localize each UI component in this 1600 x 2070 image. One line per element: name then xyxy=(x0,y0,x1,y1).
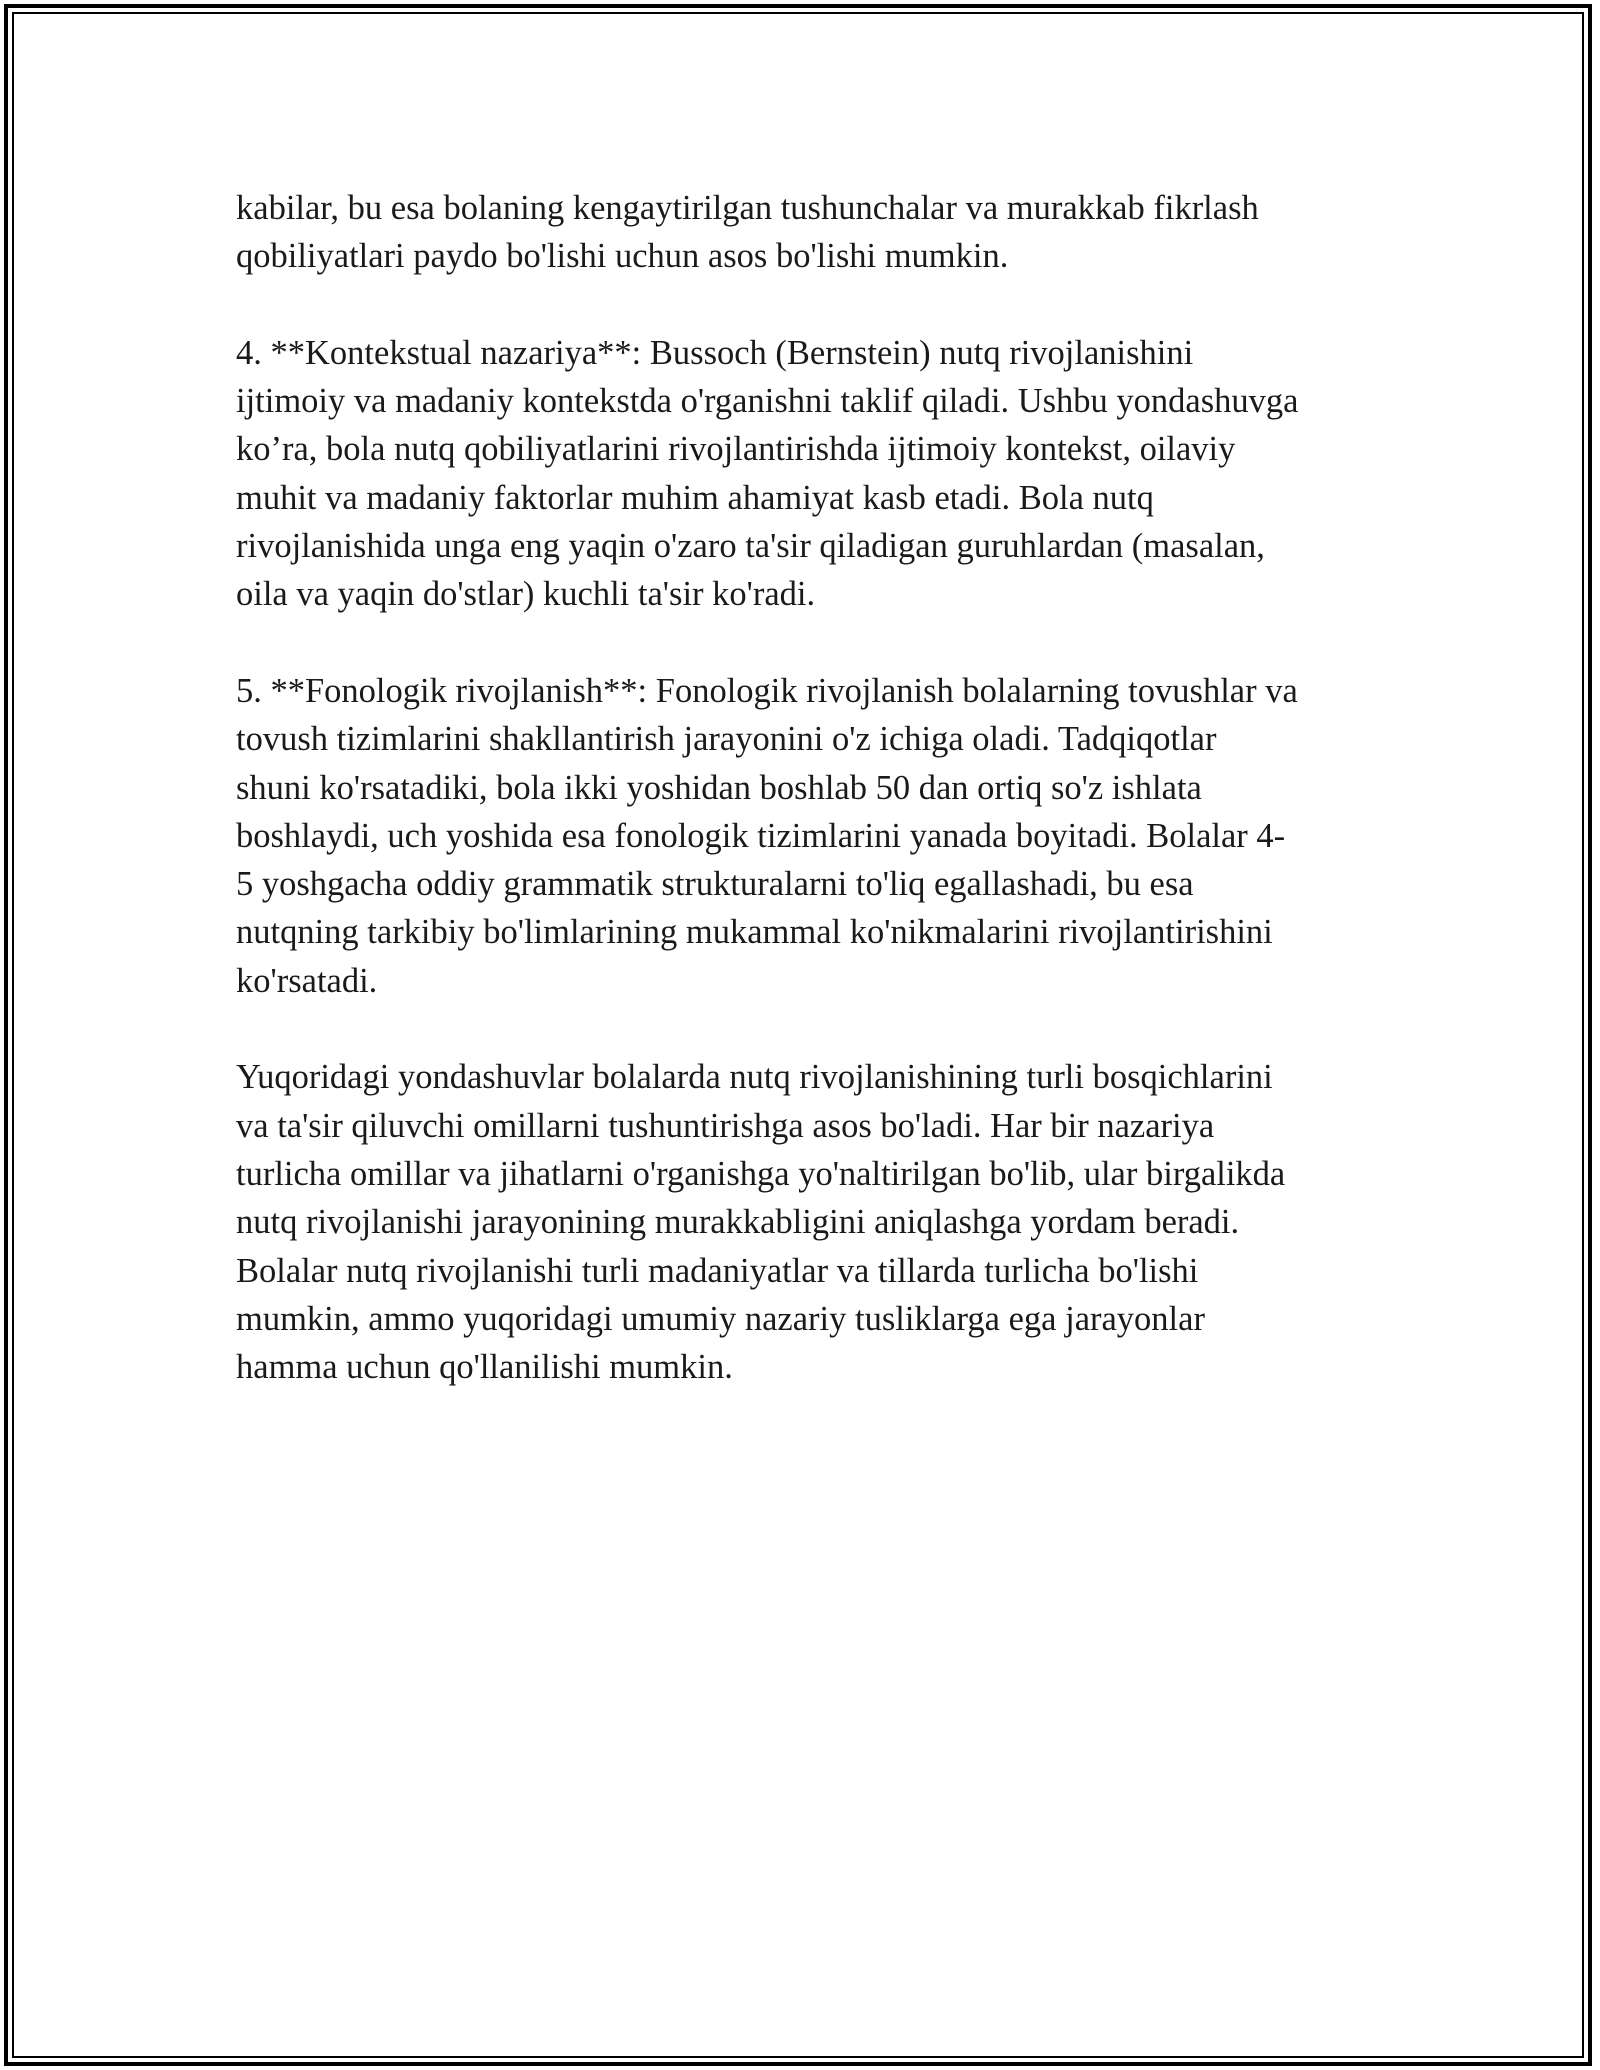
paragraph-conclusion xyxy=(236,1053,1376,1391)
text-line: turlicha omillar va jihatlarni o'rganishga yo'naltirilgan bo'lib, ular birgalikda xyxy=(236,1154,1286,1193)
text-line: Bolalar nutq rivojlanishi turli madaniyatlar va tillarda turlicha bo'lishi xyxy=(236,1251,1199,1290)
text-line: ko'rsatadi. xyxy=(236,961,378,1000)
text-line: Yuqoridagi yondashuvlar bolalarda nutq rivojlanishining turli bosqichlarini xyxy=(236,1058,1273,1097)
text-line: tovush tizimlarini shakllantirish jarayonini o'z ichiga oladi. Tadqiqotlar xyxy=(236,720,1217,759)
text-line: rivojlanishida unga eng yaqin o'zaro ta'sir qiladigan guruhlardan (masalan, xyxy=(236,527,1265,566)
text-line: nutq rivojlanishi jarayonining murakkabligini aniqlashga yordam beradi. xyxy=(236,1203,1240,1242)
text-line: mumkin, ammo yuqoridagi umumiy nazariy tusliklarga ega jarayonlar xyxy=(236,1299,1205,1338)
text-line: 5. **Fonologik rivojlanish**: Fonologik rivojlanish bolalarning tovushlar va xyxy=(236,671,1298,710)
text-line: 4. **Kontekstual nazariya**: Bussoch (Bernstein) nutq rivojlanishini xyxy=(236,333,1194,372)
paragraph-phonological-development xyxy=(236,667,1376,1005)
text-line: ijtimoiy va madaniy kontekstda o'rganishni taklif qiladi. Ushbu yondashuvga xyxy=(236,382,1299,421)
text-line: ko’ra, bola nutq qobiliyatlarini rivojlantirishda ijtimoiy kontekst, oilaviy xyxy=(236,430,1236,469)
text-line: 5 yoshgacha oddiy grammatik strukturalarni to'liq egallashadi, bu esa xyxy=(236,865,1194,904)
paragraph-contextual-theory xyxy=(236,329,1376,619)
text-line: muhit va madaniy faktorlar muhim ahamiyat kasb etadi. Bola nutq xyxy=(236,478,1154,517)
text-line: hamma uchun qo'llanilishi mumkin. xyxy=(236,1348,733,1387)
paragraph-continuation xyxy=(236,184,1376,281)
text-line: kabilar, bu esa bolaning kengaytirilgan tushunchalar va murakkab fikrlash xyxy=(236,189,1259,227)
document-body xyxy=(236,184,1376,1440)
text-line: va ta'sir qiluvchi omillarni tushuntirishga asos bo'ladi. Har bir nazariya xyxy=(236,1106,1215,1145)
text-line: nutqning tarkibiy bo'limlarining mukammal ko'nikmalarini rivojlantirishini xyxy=(236,913,1273,952)
text-line: oila va yaqin do'stlar) kuchli ta'sir ko'radi. xyxy=(236,575,816,614)
text-line: shuni ko'rsatadiki, bola ikki yoshidan boshlab 50 dan ortiq so'z ishlata xyxy=(236,768,1202,807)
text-line: qobiliyatlari paydo bo'lishi uchun asos bo'lishi mumkin. xyxy=(236,237,1009,276)
text-line: boshlaydi, uch yoshida esa fonologik tizimlarini yanada boyitadi. Bolalar 4- xyxy=(236,816,1286,855)
